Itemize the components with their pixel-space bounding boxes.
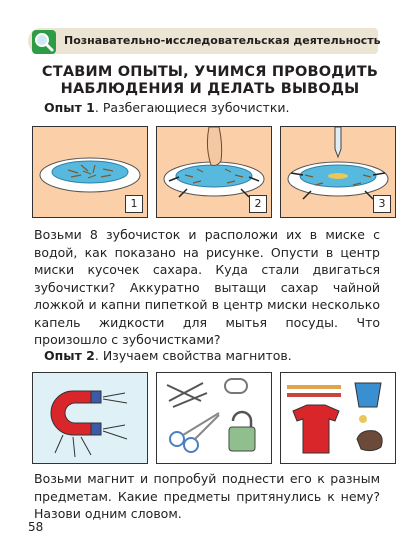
experiment2-label: Опыт 2: [44, 348, 95, 363]
page-title: СТАВИМ ОПЫТЫ, УЧИМСЯ ПРОВОДИТЬ НАБЛЮДЕНИЯ И ДЕЛАТЬ ВЫВОДЫ: [41, 64, 379, 97]
pencil-shirt-bucket-stone-illustration: [281, 373, 395, 463]
magnet-illustration: [33, 373, 147, 463]
section-title: Познавательно-исследовательская деятельность: [64, 34, 381, 47]
magnifier-icon: [32, 30, 56, 54]
experiment1-label: Опыт 1: [44, 100, 95, 115]
panel-number: 1: [125, 195, 143, 213]
panel-number: 2: [249, 195, 267, 213]
experiment1-title: . Разбегающиеся зубочистки.: [94, 100, 290, 115]
experiment2-panel-objects: [156, 372, 272, 464]
experiment1-panel-3: [280, 126, 396, 218]
experiment2-panel-magnet: [32, 372, 148, 464]
experiment2-heading: [44, 348, 292, 363]
page-number: 58: [28, 520, 44, 534]
experiment2-panel-items: [280, 372, 396, 464]
experiment1-heading: [44, 100, 289, 115]
experiment2-title: . Изучаем свойства магнитов.: [94, 348, 292, 363]
experiment1-text: Возьми 8 зубочисток и расположи их в миске с водой, как показано на рисунке. Опусти в центр миски кусочек сахара. Куда стали двигаться зубочистки? Аккуратно вытащи сахар чайной ложкой и капни пипеткой в центр миски несколько капель жидкости для мытья посуды. Что произошло с зубочистками?: [34, 227, 380, 347]
experiment2-text: Возьми магнит и попробуй поднести его к разным предметам. Какие предметы притянулись к нему? Назови одним словом.: [34, 471, 380, 521]
panel-number: 3: [373, 195, 391, 213]
nails-scissors-lock-illustration: [157, 373, 271, 463]
experiment1-panel-1: [32, 126, 148, 218]
experiment1-panel-2: [156, 126, 272, 218]
